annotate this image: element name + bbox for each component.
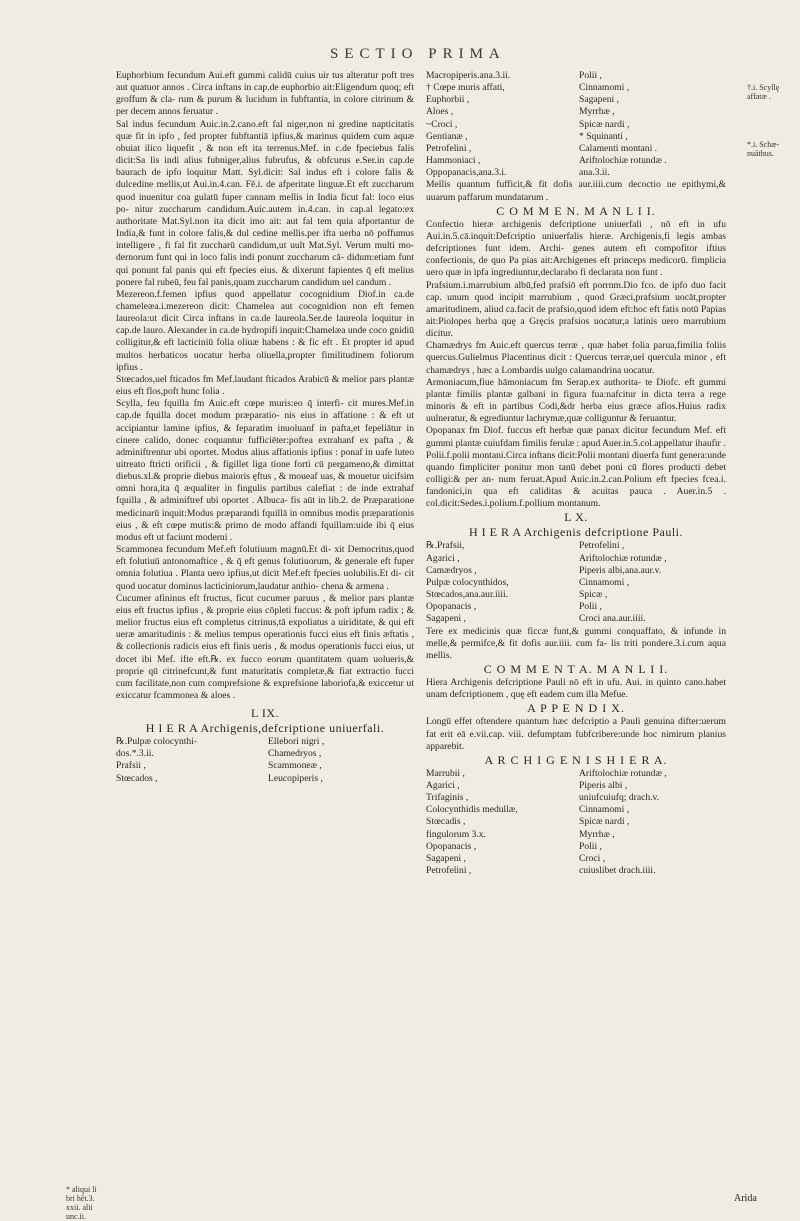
ingredient: Cinnamomi , [579, 576, 630, 588]
appendix-heading: A P P E N D I X. [527, 701, 625, 716]
margin-note-aliqui: * aliqui li [66, 1185, 97, 1194]
ingredient: Piperis albi , [579, 779, 628, 791]
margin-note-libri: bri hēt.3. [66, 1194, 95, 1203]
ingredient: Spicæ nardi , [579, 118, 630, 130]
ingredient: Piperis albi,ana.aur.v. [579, 564, 662, 576]
ingredient: Spicæ , [579, 589, 608, 601]
ingredient: Sagapeni , [579, 94, 619, 106]
commentary-paragraph: Polii.f.polii montani.Circa inftans dicit:Polii montani diuerfa funt genera:unde quando fimpliciter ponitur mon tanū debet poni cū flores producti debet colligi:& per an- num feruat.Apud Auic.in.2.can.Polium eft fpecies fcea.i. fandonici,in qua eft caliditas & acuitas pauca . Auer.in.5 . col.dicit:Sedes.i.polium.f.pollium montanum. [426, 449, 727, 510]
ingredient: ℞.Prafsii, [426, 540, 465, 552]
catchword: Arida [734, 1193, 757, 1204]
ingredient: Marrubii , [426, 767, 465, 779]
ingredient: ~Croci , [426, 118, 458, 130]
ingredient: Cinnamomi , [579, 804, 630, 816]
ingredient: Trifaginis , [426, 792, 469, 804]
ingredient: Chamedryos , [268, 748, 322, 760]
paragraph-euphorbium: Euphorbium fecundum Aui.eft gummi calidū cuius uir tus alteratur poft tres aut quatuor annos . Circa inftans in cap.de euphorbio ait:Eligendum quoq; eft groffum & cla- rum & purum & lucidum in fubftantia, in colore citrinum & per decem annos feruatur . [116, 70, 414, 118]
ingredient: ana.3.ii. [579, 167, 610, 179]
ingredient: ℞.Pulpæ colocynthi- [116, 736, 198, 748]
ingredient: fingulorum 3.x. [426, 828, 486, 840]
commentary-paragraph: Armoniacum,fiue hāmoniacum fm Serap.ex authorita- te Diofc. eft gummi plantæ fimilis plantæ galbani in figura fua:nafcitur in dicta terra a rege minoris & eft in partibus Codi,&dr herba eius græce afios.Huius radix uulneratur, & egrediuntur lachrymæ,quæ colliguntur & feruantur. [426, 376, 726, 425]
ingredient-list-bottom [426, 768, 726, 877]
ingredient: Stœcados , [116, 772, 158, 784]
ingredient: Macropiperis.ana.3.ii. [426, 70, 511, 81]
ingredient-list-mid [426, 540, 726, 625]
commentary-paragraph: Confectio hieræ archigenis defcriptione uniuerfali , nō eft in ufu Aui.in.5.cā.inquit:Defcriptio uniuerfalis hieræ. Archigenis,fi legis ambas defcriptiones funt idem. Archi- genes autem eft compofitor iftius confectionis, de quo Pa pias ait:Archigenes eft princeps medicorū. fimplicia uero quæ in ipfa ingrediuntur,declarabo fi declarata non funt . [426, 218, 726, 279]
ingredient: Agarici , [426, 552, 460, 564]
commentary-paragraph: Hiera Archigenis defcriptione Pauli nō eft in ufu. Aui. in quinto cano.habet unam defcriptionem , quę eft eadem cum illa Mefue. [426, 677, 726, 701]
dosage-note-mid: Tere ex medicinis quæ ficcæ funt,& gummi conquaffato, & infunde in melle,& permifce,& fit dofis aur.iiii. cum fa- lis triti pondere.3.i.cum aqua mellis. [426, 625, 726, 661]
section-number-lix: L IX. [250, 706, 280, 721]
paragraph-scylla: Scylla, feu fquilla fm Auic.eft cœpe muris:eo q̄ interfi- cit mures.Mef.in cap.de fquilla docet modum præparatio- nis eius in affatione : & eft ut accipiantur lamine ipfius, & feparatim inuoluanf in pafta,et fepeliātur in cinere calido, donec coquantur fufficiēter:poftea extrahanf ex pafta , & adminiftrentur ubi oportet. Modus alius affationis ipfius : ponaf in uafe luteo uitreato ftricti orificii , & figillet liga tione forti cū pergameno,& dimittat diebus.xl.& proprie diebus maioris ęftus , & moueaf uas, & mouetur uicifsim omni hora,ita q̄ æqualiter in fingulis partibus calefiat : de inde extrahaf fquilla , & adminiftref ubi oportet . Albuca- fis aūt in lib.2. de Præparatione medicinarū inquit:Modus præparandi fquillā in omnibus modis præparationis eius , & eft cœpe mutis:& primo de modo affandi fquillam:uide ibi q̄ eius modus eft ut faciunt moderni . [116, 398, 414, 543]
left-column [116, 70, 414, 785]
ingredient: Sagapeni , [426, 613, 466, 625]
ingredient: Stœcados,ana.aur.iiii. [426, 589, 509, 601]
ingredient: Myrrhæ , [579, 106, 615, 118]
ingredient: uniufcuiufq; drach.v. [579, 792, 660, 804]
ingredient: * Squinanti , [579, 130, 628, 142]
ingredient: Sagapeni , [426, 852, 466, 864]
commentary-heading-manlii: C O M M E N. M A N L I I. [496, 203, 656, 218]
ingredient: Croci , [579, 852, 606, 864]
paragraph-scammonea: Scammonea fecundum Mef.eft folutiuum magnū.Et di- xit Democritus,quod eft folutiuū antonomaftice , & q̄ eft genus folutiuorum, & generale eft fuper omnia folutiua . Planta uero ipfius,ut dicit Mef.eft fpecies uolubilis.Et di- cit quod uocatur dominus lacticiniorum,laudatur anthio- chena & armena . [116, 544, 414, 592]
section-heading-hiera-archigenis: H I E R A Archigenis,defcriptione uniuerfali. [145, 721, 385, 736]
ingredient: Myrrhæ , [579, 828, 615, 840]
ingredient: Camædryos , [426, 564, 477, 576]
commentary-paragraph: Prafsium.i.marrubium albū,fed prafsiō eft porrnm.Dio fco. de ipfo duo facit cap. unum quod incipit marrubium , quod Græci,prafsium uocāt,propter amaritudinem, aliud ca.facit de prafsio,quod idem eft:hoc eft fatis notū Papias ait:Piolopes herba quę a Gręcis prafsios uocatur,a latinis uero marrubium dicitur. [426, 279, 726, 340]
ingredient: Gentianæ , [426, 130, 468, 142]
ingredient: Petrofelini , [426, 142, 472, 154]
commentary-paragraph: Chamædrys fm Auic.eft quercus terræ , quæ habet folia parua,fimilia foliis quercus.Gulielmus Placentinus dicit : Quercus terræ,uel quercula minor , eft chamædrys , hæc a Lombardis uulgo calamandrina uocatur. [426, 340, 726, 376]
margin-note-schoenanthus: *.i. Schæ- nuāthus. [747, 140, 780, 158]
ingredient: Spicæ nardi , [579, 816, 630, 828]
archigenis-hiera-heading: A R C H I G E N I S H I E R A. [484, 752, 668, 767]
ingredient: Stœcadis , [426, 816, 466, 828]
ingredient: Calamenti montani . [579, 142, 658, 154]
ingredient: Scammoneæ , [268, 760, 322, 772]
right-column [426, 70, 726, 877]
ingredient: Polii , [579, 840, 602, 852]
ingredient: dos.*.3.ii. [116, 748, 154, 760]
commenta-heading-manlii: C O M M E N T A. M A N L I I. [483, 662, 669, 677]
section-number-lx: L X. [564, 510, 588, 525]
ingredient: Polii , [579, 601, 602, 613]
paragraph-cucumer: Cucumer afininus eft fructus, ficut cucumer paruus , & melior pars plantæ eius eft fructus ipfius , & proprie eius cōpleti fuccus: & poft ipfum radix ; & melior fructus eius eft completus citrinus,tā expoliatus a uiriditate, & qui eft ueræ amaritudinis : & melius tempus operationis fucci eius eft finis æftatis , & collectionis radicis eius eft finis ueris , & modus operationis fucci eius, ut docet ibi Mef. ifte eft.℞. ex fucco eorum quantitatem quam uolueris,& proprie qū citrinefcunt,& funt maturitatis completæ,& fiat extractio fucci cum facilitate,non cum comprefsione & exprefsione laboriofa,& exiccetur ut exiccatur fcammonea & aloes . [116, 592, 414, 701]
ingredient: Ariftolochiæ rotundæ , [579, 767, 667, 779]
ingredient: † Cœpe muris affati, [426, 82, 505, 94]
margin-note-scylla: †.i. Scyllę affatæ . [747, 83, 780, 101]
ingredient: Cinnamomi , [579, 82, 630, 94]
ingredient: Ellebori nigri , [268, 736, 325, 748]
ingredient: Euphorbii , [426, 94, 470, 106]
ingredient: Agarici , [426, 779, 460, 791]
ingredient: Prafsii , [116, 760, 146, 772]
paragraph-mezereon: Mezereon.f.femen ipfius quod appellatur cocognidium Diof.in ca.de chameleæa.i.mezereon dicit: Chamelea aut cocognidion non eft femen laureola:ut dicit Circa inftans in ca.de laureola.Ser.de laureola loquitur in cap.de lauro. Alexander in ca.de hydropifi inquit:Chamelæa unde coco gnidiū colligitur,& eft lacticiniū folia oliuæ habens : & fic eft . Et propter id apud multos herbaticos uocatur herba oliuella,propter fimilitudinem foliorum ipfius . [116, 288, 414, 373]
margin-note-unc: xxii. alii unc.ii. [66, 1203, 93, 1221]
ingredient: Opopanacis , [426, 601, 477, 613]
ingredient: Croci ana.aur.iiii. [579, 613, 646, 625]
paragraph-sal-indus: Sal indus fecundum Auic.in.2.cano.eft fal niger,non ni gredine napticitatis quæ fit in ipfo , fed propter fubftantiā ipfius,& marinus quidem cum aquæ obuiat ilico liquefit , & non eft ita terrenus.Mef. in c.de fpeciebus falis dicit:Sa lis indi alius fubniger,alius fubrufus, & obfcurus e.Ser.in cap.de baurach de ipfo loquitur Matt. Syl.dicit: Sal indus eft i colore falis & dulcedine mellis,ut Aui.in.4.can. Fē.i. de afperitate linguæ.Et eft zuccharum quod inuenitur coa gulatū fuper cannam mellis in India ficut fal: loco eius po- nitur zuccharum candidum.Auic.autem in.4.can. in cap.al legato:ex authoritate Mat.Syl.non ita dicit imo ait: aut fal tem quia afportantur de India,& funt in colore falis,& dul cedine mellis.per ifta uerba nō poffumus intelligere , fi fal fit zuccharū candidum,ut uult Mat.Syl. Verum multi mo- dernorum funt qui in loco falis indi ponunt zuccharum cā- didum:etiam funt qui ponunt fal panis qui eft fpecies eius. & dixerunt fapientes q̄ eft melius ponere fal rubeū, feu fal panis,quam zuccharum candidum uel candum . [116, 118, 414, 288]
ingredient: Aloes , [426, 106, 454, 118]
ingredient: Pulpæ colocynthidos, [426, 576, 509, 588]
dosage-note-top: Mellis quantum fufficit,& fit dofis aur.iiii.cum decoctio ne epithymi,& uuarum paffarum mundatarum . [426, 179, 726, 203]
ingredient: Opopanacis , [426, 840, 477, 852]
appendix-paragraph: Longū effet oftendere quantum hæc defcriptio a Pauli genuina difter:uerum fat erit eā e.vii.cap. viii. defumptam fubfcribere:unde hoc nimirum planius apparebit. [426, 716, 726, 752]
ingredient: Polii , [579, 70, 602, 81]
section-heading-hiera-pauli: H I E R A Archigenis defcriptione Pauli. [469, 525, 683, 540]
ingredient: Ariftolochiæ rotundæ . [579, 155, 667, 167]
ingredient: Leucopiperis , [268, 772, 323, 784]
ingredient: Petrofelini , [426, 865, 472, 877]
ingredient: Ariftolochiæ rotundæ , [579, 552, 667, 564]
commentary-paragraph: Opopanax fm Diof. fuccus eft herbæ quæ panax dicitur fecundum Mef. eft gummi plantæ cuiufdam fimilis ferulæ : apud Auer.in.5.col.appellatur ihaufir . [426, 425, 726, 449]
running-head: SECTIO PRIMA [330, 46, 506, 62]
paragraph-stoecados: Stœcados,uel fticados fm Mef.laudant fticados Arabicū & melior pars plantæ eius eft flos,poft hunc folia . [116, 373, 414, 398]
ingredient: cuiuslibet drach.iiii. [579, 865, 656, 877]
ingredient-list-top [426, 70, 726, 179]
ingredient-list-lix [116, 736, 414, 785]
ingredient: Petrofelini , [579, 540, 625, 552]
ingredient: Colocynthidis medullæ, [426, 804, 518, 816]
ingredient: Hammoniaci , [426, 155, 481, 167]
ingredient: Oppopanacis,ana.3.i. [426, 167, 507, 179]
